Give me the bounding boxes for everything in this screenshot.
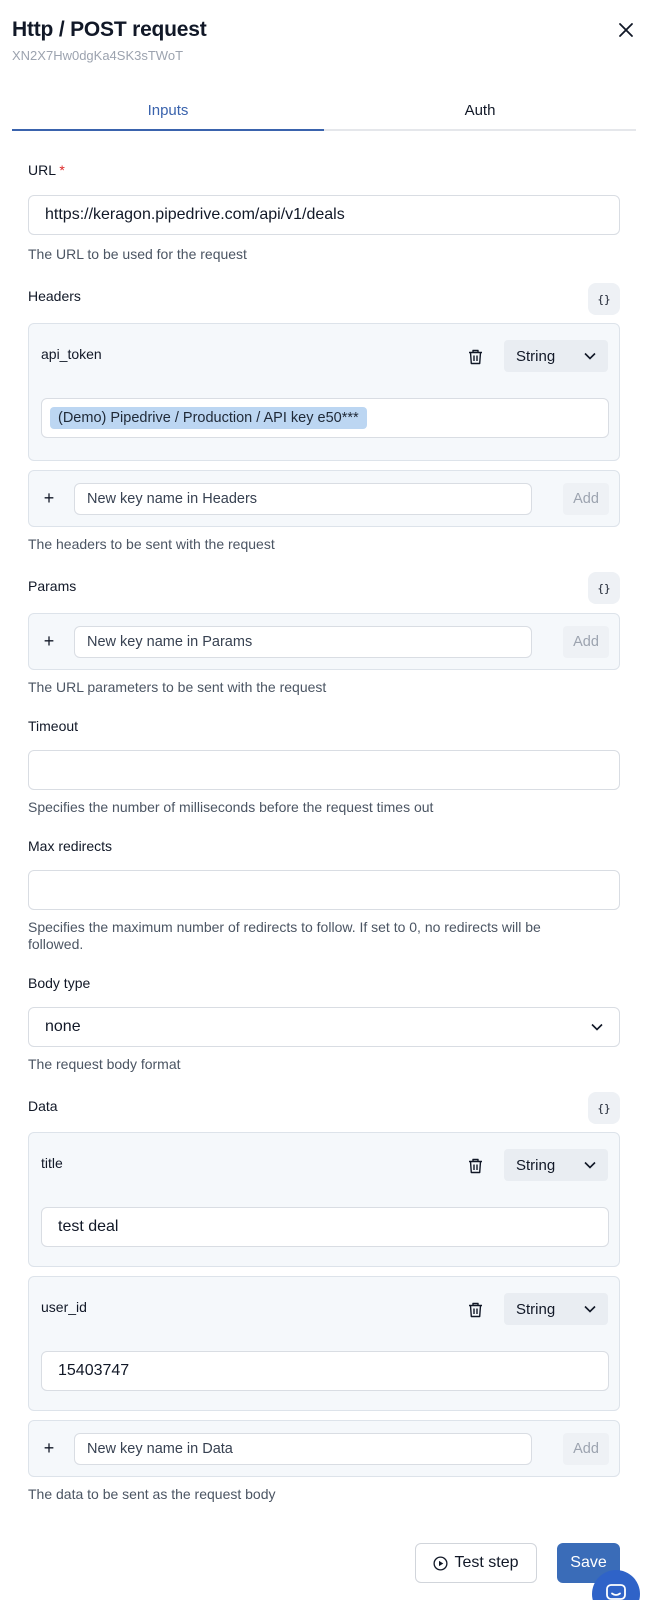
tab-inputs[interactable]: Inputs xyxy=(12,98,324,131)
braces-icon: {} xyxy=(597,1101,611,1115)
params-add-button[interactable]: Add xyxy=(563,626,609,658)
panel-header xyxy=(12,16,640,72)
trash-icon xyxy=(468,1158,483,1174)
data-type-select[interactable]: String xyxy=(504,1293,608,1325)
max-redirects-input[interactable] xyxy=(28,870,620,910)
url-input[interactable] xyxy=(28,195,620,235)
timeout-help: Specifies the number of milliseconds before the request times out xyxy=(28,799,434,815)
chevron-down-icon xyxy=(591,1023,603,1031)
max-redirects-help: Specifies the maximum number of redirects to follow. If set to 0, no redirects will be followed. xyxy=(28,919,541,952)
header-type-select[interactable]: String xyxy=(504,340,608,372)
chevron-down-icon xyxy=(584,352,596,360)
credential-chip[interactable]: (Demo) Pipedrive / Production / API key e50*** xyxy=(50,407,367,429)
params-label: Params xyxy=(28,578,77,594)
data-json-button[interactable] xyxy=(588,1092,620,1124)
url-help: The URL to be used for the request xyxy=(28,246,247,262)
headers-add-button[interactable]: Add xyxy=(563,483,609,515)
data-key: title xyxy=(41,1155,63,1171)
tab-bar xyxy=(12,98,636,131)
body-type-label: Body type xyxy=(28,975,91,991)
delete-data-item-button[interactable] xyxy=(464,1155,486,1177)
params-json-button[interactable] xyxy=(588,572,620,604)
test-step-button[interactable]: Test step xyxy=(415,1543,537,1583)
headers-help: The headers to be sent with the request xyxy=(28,536,275,552)
save-button[interactable]: Save xyxy=(557,1543,620,1583)
tab-auth[interactable]: Auth xyxy=(464,102,496,119)
plus-icon[interactable]: + xyxy=(43,1437,55,1458)
params-new-key-input[interactable] xyxy=(74,626,532,658)
data-type-select[interactable]: String xyxy=(504,1149,608,1181)
play-circle-icon xyxy=(433,1556,448,1571)
delete-data-item-button[interactable] xyxy=(464,1299,486,1321)
chat-icon xyxy=(606,1584,626,1600)
params-new-key-row xyxy=(28,613,620,670)
timeout-label: Timeout xyxy=(28,718,79,734)
max-redirects-label: Max redirects xyxy=(28,838,113,854)
timeout-input[interactable] xyxy=(28,750,620,790)
data-add-button[interactable]: Add xyxy=(563,1433,609,1465)
data-label: Data xyxy=(28,1098,58,1114)
chevron-down-icon xyxy=(584,1305,596,1313)
page-title: Http / POST request xyxy=(12,18,207,41)
body-type-help: The request body format xyxy=(28,1056,181,1072)
header-value-input[interactable] xyxy=(41,398,609,438)
data-key: user_id xyxy=(41,1299,87,1315)
plus-icon[interactable]: + xyxy=(43,487,55,508)
headers-new-key-input[interactable] xyxy=(74,483,532,515)
headers-label: Headers xyxy=(28,288,81,304)
data-value-input[interactable]: 15403747 xyxy=(41,1351,609,1391)
header-key: api_token xyxy=(41,346,102,362)
data-item-card xyxy=(28,1132,620,1267)
data-item-card xyxy=(28,1276,620,1411)
header-item-card xyxy=(28,323,620,461)
braces-icon: {} xyxy=(597,581,611,595)
close-icon xyxy=(618,22,634,38)
data-new-key-input[interactable] xyxy=(74,1433,532,1465)
params-help: The URL parameters to be sent with the request xyxy=(28,679,327,695)
close-button[interactable] xyxy=(612,16,640,44)
url-label: URL * xyxy=(28,162,65,178)
url-input-value: https://keragon.pipedrive.com/api/v1/deals xyxy=(45,206,345,223)
step-id: XN2X7Hw0dgKa4SK3sTWoT xyxy=(12,48,184,63)
data-new-key-row xyxy=(28,1420,620,1477)
required-mark: * xyxy=(59,162,65,178)
headers-json-button[interactable] xyxy=(588,283,620,315)
headers-new-key-row xyxy=(28,470,620,527)
chevron-down-icon xyxy=(584,1161,596,1169)
trash-icon xyxy=(468,1302,483,1318)
trash-icon xyxy=(468,349,483,365)
body-type-value: none xyxy=(45,1018,81,1035)
delete-header-button[interactable] xyxy=(464,346,486,368)
data-value-input[interactable]: test deal xyxy=(41,1207,609,1247)
body-type-select[interactable] xyxy=(28,1007,620,1047)
data-help: The data to be sent as the request body xyxy=(28,1486,276,1502)
plus-icon[interactable]: + xyxy=(43,630,55,651)
braces-icon: {} xyxy=(597,292,611,306)
